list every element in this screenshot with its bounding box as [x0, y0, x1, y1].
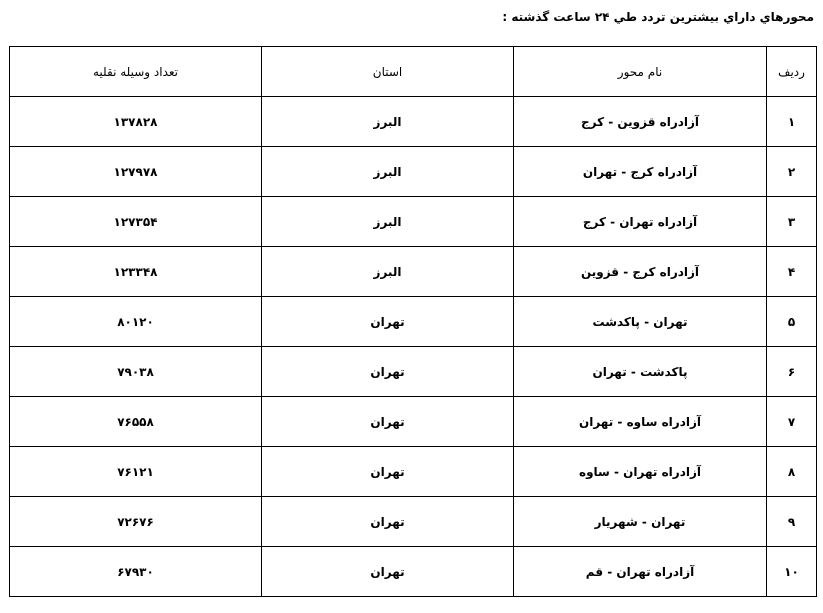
cell-index: ۱: [767, 97, 817, 147]
cell-count: ۷۶۱۲۱: [10, 447, 262, 497]
cell-route: تهران - پاكدشت: [514, 297, 767, 347]
cell-index: ۸: [767, 447, 817, 497]
table-row: [10, 97, 817, 147]
table-row: [10, 147, 817, 197]
cell-province: تهران: [262, 347, 514, 397]
cell-route: تهران - شهريار: [514, 497, 767, 547]
table-row: [10, 347, 817, 397]
table-row: [10, 447, 817, 497]
cell-index: ۶: [767, 347, 817, 397]
cell-index: ۵: [767, 297, 817, 347]
header-index: رديف: [767, 47, 817, 97]
cell-index: ۲: [767, 147, 817, 197]
cell-count: ۸۰۱۲۰: [10, 297, 262, 347]
cell-province: تهران: [262, 547, 514, 597]
cell-route: آزادراه ساوه - تهران: [514, 397, 767, 447]
header-count: تعداد وسيله نقليه: [10, 47, 262, 97]
cell-index: ۴: [767, 247, 817, 297]
cell-index: ۱۰: [767, 547, 817, 597]
table-row: [10, 297, 817, 347]
cell-province: البرز: [262, 97, 514, 147]
cell-route: آزادراه كرج - قزوين: [514, 247, 767, 297]
cell-route: آزادراه تهران - كرج: [514, 197, 767, 247]
cell-route: آزادراه كرج - تهران: [514, 147, 767, 197]
cell-province: تهران: [262, 447, 514, 497]
cell-index: ۹: [767, 497, 817, 547]
table-row: [10, 247, 817, 297]
cell-count: ۱۲۷۳۵۴: [10, 197, 262, 247]
cell-province: البرز: [262, 247, 514, 297]
cell-count: ۱۲۳۳۴۸: [10, 247, 262, 297]
cell-count: ۷۹۰۳۸: [10, 347, 262, 397]
cell-count: ۶۷۹۳۰: [10, 547, 262, 597]
cell-index: ۷: [767, 397, 817, 447]
page-title: محورهاي داراي بيشترين تردد طي ۲۴ ساعت گذشته :: [502, 10, 814, 24]
header-province: استان: [262, 47, 514, 97]
cell-province: البرز: [262, 197, 514, 247]
cell-route: آزادراه قزوين - كرج: [514, 97, 767, 147]
cell-count: ۷۶۵۵۸: [10, 397, 262, 447]
cell-route: آزادراه تهران - قم: [514, 547, 767, 597]
cell-province: تهران: [262, 497, 514, 547]
cell-count: ۱۳۷۸۲۸: [10, 97, 262, 147]
header-route: نام محور: [514, 47, 767, 97]
cell-province: تهران: [262, 397, 514, 447]
cell-route: آزادراه تهران - ساوه: [514, 447, 767, 497]
cell-province: البرز: [262, 147, 514, 197]
traffic-table: [9, 46, 817, 597]
table-row: [10, 197, 817, 247]
cell-province: تهران: [262, 297, 514, 347]
cell-count: ۱۲۷۹۷۸: [10, 147, 262, 197]
table-row: [10, 547, 817, 597]
table-header-row: [10, 47, 817, 97]
table-row: [10, 397, 817, 447]
table-row: [10, 497, 817, 547]
cell-index: ۳: [767, 197, 817, 247]
cell-route: پاكدشت - تهران: [514, 347, 767, 397]
cell-count: ۷۲۶۷۶: [10, 497, 262, 547]
